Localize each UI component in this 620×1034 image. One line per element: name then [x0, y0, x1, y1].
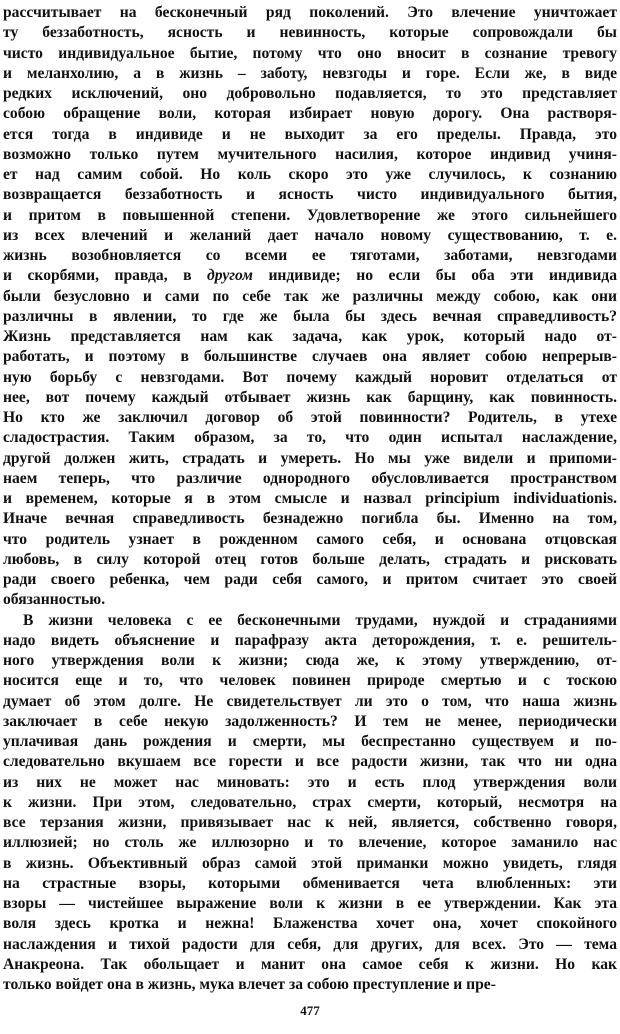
- text-line: думает об этом долге. Не свидетельствует ли это о том, что наша жизнь: [3, 692, 617, 710]
- text-line: возвращается беззаботность и ясность чисто индивидуального бытия,: [3, 186, 617, 204]
- text-line: ет над самим собой. Но коль скоро это уже случилось, к сознанию: [3, 166, 617, 183]
- text-line: надо видеть объяснение и парафразу акта деторождения, т. е. решитель-: [3, 631, 617, 649]
- text-line: нее, вот почему каждый отбывает жизнь как барщину, как повинность.: [3, 388, 617, 406]
- text-line: ную борьбу с невзгодами. Вот почему каждый норовит отделаться от: [3, 368, 617, 386]
- text-line: к жизни. При этом, следовательно, страх смерти, который, несмотря на: [3, 793, 617, 811]
- text-line: все терзания жизни, привязывает нас к ней, является, собственно говоря,: [3, 814, 617, 831]
- text-line: работать, и поэтому в большинстве случаев она являет собою непрерыв-: [3, 348, 617, 366]
- text-line: В жизни человека с ее бесконечными трудами, нуждой и страданиями: [23, 611, 617, 629]
- text-line: ется тогда в индивиде и не выходит за его пределы. Правда, это: [3, 125, 617, 143]
- text-line: воля здесь кротка и нежна! Блаженства хочет она, хочет спокойного: [3, 915, 617, 933]
- text-line: и скорбями, правда, в другом индивиде; но если бы оба эти индивида: [3, 267, 617, 285]
- text-line: и притом в повышенной степени. Удовлетворение же этого сильнейшего: [3, 206, 617, 224]
- body-text: [3, 3, 617, 995]
- text-line: и временем, которые я в этом смысле и назвал principium individuationis.: [3, 490, 617, 507]
- text-line: редких исключений, оно добровольно подавляется, то это представляет: [3, 85, 617, 102]
- text-line: различны в явлении, то где же была бы здесь вечная справедливость?: [3, 307, 617, 325]
- page-number: 477: [300, 1003, 320, 1018]
- paragraph-2: [3, 611, 617, 996]
- text-line: обязанностью.: [3, 591, 106, 609]
- text-line: взоры –– чистейшее выражение воли к жизни в ее утверждении. Как эта: [3, 895, 617, 912]
- text-line: и меланхолию, а в жизнь – заботу, невзгоды и горе. Если же, в виде: [3, 64, 617, 82]
- text-line: были безусловно и сами по себе так же различны между собою, как они: [3, 287, 617, 305]
- text-line: рассчитывает на бесконечный ряд поколений. Это влечение уничтожает: [3, 4, 617, 21]
- text-line: Но кто же заключил договор об этой повинности? Родитель, в утехе: [3, 409, 617, 426]
- text-line: жизнь возобновляется со всеми ее тяготами, заботами, невзгодами: [3, 247, 617, 264]
- text-line: заключает в себе некую задолженность? И тем не менее, периодически: [3, 712, 617, 730]
- text-line: наем теперь, что различие однородного обусловливается пространством: [3, 469, 617, 487]
- text-line: чисто индивидуальное бытие, потому что оно вносит в сознание тревогу: [3, 44, 617, 62]
- text-line: собою обращение воли, которая избирает новую дорогу. Она растворя-: [3, 105, 617, 123]
- paragraph-1: [3, 3, 617, 611]
- text-line: что родитель узнает в рожденном самого себя, и основана отцовская: [3, 530, 617, 548]
- text-line: в жизнь. Объективный образ самой этой приманки можно увидеть, глядя: [3, 854, 617, 872]
- text-line: Иначе вечная справедливость безнадежно погибла бы. Именно на том,: [3, 510, 617, 528]
- text-line: возможно только путем мучительного насилия, которое индивид учиня-: [3, 145, 617, 163]
- text-line: на страстные взоры, которыми обменивается чета влюбленных: эти: [3, 874, 617, 892]
- text-line: ного утверждения воли к жизни; сюда же, к этому утверждению, от-: [3, 652, 617, 669]
- text-line: ту беззаботность, ясность и невинность, которые сопровождали бы: [3, 24, 617, 42]
- text-line: ради своего ребенка, чем ради себя самого, и притом считает это своей: [3, 571, 617, 588]
- text-line: другой должен жить, страдать и умереть. Но мы уже видели и припоми-: [3, 449, 617, 467]
- text-line: иллюзией; но столь же иллюзорно и то влечение, которое заманило нас: [3, 834, 617, 852]
- text-line: из них не может нас миновать: это и есть плод утверждения воли: [3, 773, 617, 791]
- text-line: следовательно вкушаем все горести и все радости жизни, так что ни одна: [3, 753, 617, 771]
- text-line: Жизнь представляется нам как задача, как урок, который надо от-: [3, 328, 617, 345]
- text-line: из всех влечений и желаний дает начало новому существованию, т. е.: [3, 226, 617, 244]
- text-line: любовь, в силу которой отец готов больше делать, страдать и рисковать: [3, 550, 617, 568]
- text-line: сладострастия. Таким образом, за то, что один испытал наслаждение,: [3, 429, 617, 447]
- text-line: наслаждения и тихой радости для себя, для других, для всех. Это — тема: [3, 935, 617, 953]
- text-line: Анакреона. Так обольщает и манит она самое себя к жизни. Но как: [3, 955, 617, 973]
- text-line: уплачивая дань рождения и смерти, мы беспрестанно существуем и по-: [3, 733, 617, 750]
- text-line: только войдет она в жизнь, мука влечет за собою преступление и пре-: [3, 976, 496, 993]
- text-line: носится еще и то, что человек повинен природе смертью и с тоскою: [3, 672, 617, 690]
